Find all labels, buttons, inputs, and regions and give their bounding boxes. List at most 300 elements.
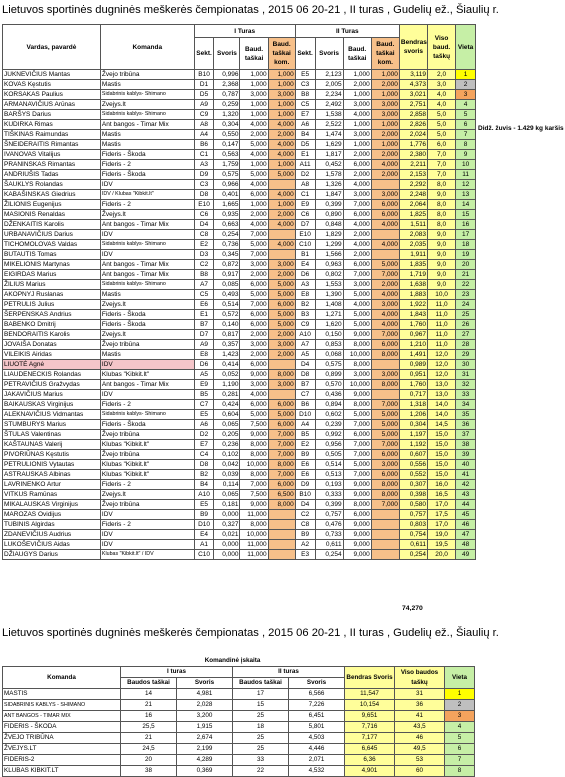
cell-team: Klubas "Kibkit.lt" [100, 370, 194, 380]
cell-weight-2: 0,436 [315, 390, 343, 400]
cell-place: 49 [456, 550, 476, 560]
header-tour1: I Turas [194, 25, 295, 38]
cell-weight-1: 0,935 [214, 210, 240, 220]
cell-team-points-1: 5,000 [268, 320, 295, 330]
cell-points-2: 2,000 [343, 170, 371, 180]
cell-sector-2: A6 [295, 120, 315, 130]
page-title: Lietuvos sportinės dugninės meškerės čempionatas , 2015 06 20-21 , II turas , Gudelių ež., Šiaulių r. [2, 4, 499, 16]
team-row [3, 689, 475, 700]
cell-weight-2: 1,566 [315, 250, 343, 260]
cell-points-2: 7,000 [343, 200, 371, 210]
cell-place: 44 [456, 500, 476, 510]
cell-name: BUTAUTIS Tomas [3, 250, 101, 260]
cell-weight-1: 0,000 [214, 540, 240, 550]
cell-total-weight: 2,153 [399, 170, 427, 180]
cell-team-points-2 [371, 550, 399, 560]
team-cell-name: ŽVEJYS.LT [3, 744, 121, 755]
cell-team: IDV [100, 360, 194, 370]
cell-weight-1: 0,817 [214, 330, 240, 340]
cell-total-points: 15,0 [428, 470, 456, 480]
cell-team-points-1: 1,000 [268, 200, 295, 210]
cell-weight-2: 0,452 [315, 160, 343, 170]
cell-total-weight: 1,197 [399, 430, 427, 440]
cell-points-2: 9,000 [343, 540, 371, 550]
cell-team-points-2: 3,000 [371, 190, 399, 200]
cell-weight-2: 1,578 [315, 170, 343, 180]
cell-weight-2: 1,817 [315, 150, 343, 160]
cell-team-points-2 [371, 510, 399, 520]
cell-points-1: 7,000 [240, 300, 268, 310]
result-row [3, 310, 476, 320]
cell-name: AKOPNYJ Ruslanas [3, 290, 101, 300]
cell-name: DŽIAUGYS Darius [3, 550, 101, 560]
cell-weight-1: 0,563 [214, 150, 240, 160]
header-weight-2: Svoris [315, 38, 343, 70]
cell-sector-1: B4 [194, 480, 214, 490]
result-row [3, 400, 476, 410]
cell-name: VITKUS Ramūnas [3, 490, 101, 500]
cell-sector-2: C9 [295, 320, 315, 330]
cell-place: 7 [456, 130, 476, 140]
cell-total-weight: 1,511 [399, 220, 427, 230]
cell-team-points-2: 1,000 [371, 140, 399, 150]
cell-sector-1: C9 [194, 110, 214, 120]
cell-points-1: 8,000 [240, 520, 268, 530]
cell-name: STUMBURYS Marius [3, 420, 101, 430]
team-cell-weight-1: 1,915 [177, 722, 233, 733]
cell-total-points: 9,0 [428, 250, 456, 260]
cell-sector-1: A6 [194, 420, 214, 430]
cell-total-points: 13,0 [428, 390, 456, 400]
cell-points-1: 9,000 [240, 430, 268, 440]
cell-points-2: 5,000 [343, 290, 371, 300]
cell-place: 28 [456, 340, 476, 350]
cell-weight-2: 1,408 [315, 300, 343, 310]
cell-sector-2: A3 [295, 280, 315, 290]
cell-weight-2: 0,757 [315, 510, 343, 520]
cell-place: 2 [456, 80, 476, 90]
cell-team-points-2: 7,000 [371, 500, 399, 510]
cell-weight-1: 0,604 [214, 410, 240, 420]
cell-weight-2: 0,505 [315, 450, 343, 460]
cell-sector-1: E1 [194, 310, 214, 320]
team-cell-points-1: 21 [121, 700, 177, 711]
cell-team-points-1: 6,000 [268, 400, 295, 410]
cell-sector-1: D6 [194, 360, 214, 370]
cell-points-2: 6,000 [343, 160, 371, 170]
cell-weight-2: 0,150 [315, 330, 343, 340]
cell-place: 37 [456, 430, 476, 440]
cell-total-points: 15,0 [428, 460, 456, 470]
team-cell-total-weight: 4,901 [345, 766, 395, 777]
cell-weight-1: 0,254 [214, 230, 240, 240]
cell-weight-2: 1,299 [315, 240, 343, 250]
result-row [3, 550, 476, 560]
cell-weight-1: 0,736 [214, 240, 240, 250]
cell-weight-2: 0,894 [315, 400, 343, 410]
cell-total-points: 12,0 [428, 370, 456, 380]
cell-total-weight: 0,580 [399, 500, 427, 510]
cell-team-points-1: 3,000 [268, 340, 295, 350]
header-place: Vieta [456, 25, 476, 70]
cell-team-points-2: 5,000 [371, 430, 399, 440]
team-cell-points-2: 17 [233, 689, 289, 700]
cell-total-weight: 2,083 [399, 230, 427, 240]
cell-sector-2: D4 [295, 360, 315, 370]
cell-team-points-1: 4,000 [268, 140, 295, 150]
cell-sector-1: D8 [194, 460, 214, 470]
cell-team-points-2: 6,000 [371, 450, 399, 460]
result-row [3, 90, 476, 100]
cell-total-weight: 1,210 [399, 340, 427, 350]
cell-weight-1: 0,259 [214, 100, 240, 110]
cell-weight-2: 0,992 [315, 430, 343, 440]
team-cell-points-1: 24,5 [121, 744, 177, 755]
cell-name: ŽILIONIS Eugenijus [3, 200, 101, 210]
cell-sector-1: C6 [194, 210, 214, 220]
cell-place: 36 [456, 420, 476, 430]
cell-sector-1: C5 [194, 290, 214, 300]
cell-weight-2: 0,899 [315, 370, 343, 380]
cell-team-points-2: 8,000 [371, 490, 399, 500]
cell-sector-1: C3 [194, 180, 214, 190]
cell-points-1: 8,000 [240, 440, 268, 450]
team-cell-points-1: 21 [121, 733, 177, 744]
cell-name: TICHOMOLOVAS Valdas [3, 240, 101, 250]
cell-team: Mastis [100, 80, 194, 90]
cell-place: 19 [456, 250, 476, 260]
cell-team-points-2: 8,000 [371, 480, 399, 490]
cell-total-weight: 0,967 [399, 330, 427, 340]
cell-weight-2: 1,553 [315, 280, 343, 290]
cell-team-points-1: 3,000 [268, 260, 295, 270]
cell-team-points-2: 6,000 [371, 210, 399, 220]
cell-weight-1: 0,872 [214, 260, 240, 270]
cell-points-2: 1,000 [343, 120, 371, 130]
cell-sector-2: B7 [295, 380, 315, 390]
cell-points-1: 6,000 [240, 310, 268, 320]
result-row [3, 360, 476, 370]
cell-weight-2: 0,853 [315, 340, 343, 350]
cell-sector-1: A10 [194, 490, 214, 500]
cell-weight-2: 1,390 [315, 290, 343, 300]
cell-total-weight: 1,922 [399, 300, 427, 310]
team-cell-total-weight: 6,645 [345, 744, 395, 755]
cell-sector-1: C8 [194, 230, 214, 240]
cell-points-2: 4,000 [343, 180, 371, 190]
team-cell-place: 3 [445, 711, 475, 722]
cell-place: 9 [456, 150, 476, 160]
cell-weight-1: 0,085 [214, 280, 240, 290]
result-row [3, 120, 476, 130]
cell-sector-1: A1 [194, 540, 214, 550]
cell-sector-1: C1 [194, 150, 214, 160]
cell-points-2: 4,000 [343, 110, 371, 120]
cell-team-points-2 [371, 530, 399, 540]
cell-total-weight: 1,192 [399, 440, 427, 450]
cell-weight-2: 0,254 [315, 550, 343, 560]
cell-total-points: 17,0 [428, 500, 456, 510]
cell-team-points-1: 4,000 [268, 220, 295, 230]
cell-weight-1: 0,424 [214, 400, 240, 410]
cell-sector-2: B6 [295, 400, 315, 410]
cell-sector-1: A9 [194, 100, 214, 110]
cell-weight-2: 0,570 [315, 380, 343, 390]
cell-team-points-2: 5,000 [371, 410, 399, 420]
cell-sector-1: B7 [194, 320, 214, 330]
cell-sector-1: B8 [194, 270, 214, 280]
cell-name: PIVORIŪNAS Kęstutis [3, 450, 101, 460]
cell-sector-1: D2 [194, 430, 214, 440]
team-cell-points-2: 25 [233, 744, 289, 755]
team-cell-weight-1: 2,028 [177, 700, 233, 711]
cell-points-2: 5,000 [343, 460, 371, 470]
cell-weight-2: 2,492 [315, 100, 343, 110]
cell-points-1: 2,000 [240, 270, 268, 280]
cell-points-1: 4,000 [240, 150, 268, 160]
cell-sector-2: A2 [295, 540, 315, 550]
cell-points-2: 9,000 [343, 520, 371, 530]
cell-points-1: 1,000 [240, 80, 268, 90]
cell-team-points-1: 6,000 [268, 300, 295, 310]
team-cell-total-weight: 10,154 [345, 700, 395, 711]
cell-place: 8 [456, 140, 476, 150]
cell-weight-1: 0,065 [214, 420, 240, 430]
result-row [3, 440, 476, 450]
result-row [3, 100, 476, 110]
cell-team-points-1: 8,000 [268, 460, 295, 470]
cell-points-2: 7,000 [343, 450, 371, 460]
cell-points-2: 7,000 [343, 470, 371, 480]
cell-team-points-1 [268, 510, 295, 520]
cell-total-weight: 0,717 [399, 390, 427, 400]
cell-name: IVANOVAS Vitalijus [3, 150, 101, 160]
cell-total-weight: 2,248 [399, 190, 427, 200]
result-row [3, 110, 476, 120]
cell-points-2: 9,000 [343, 330, 371, 340]
team-cell-place: 6 [445, 744, 475, 755]
team-cell-points-2: 15 [233, 700, 289, 711]
cell-total-weight: 0,398 [399, 490, 427, 500]
cell-team-points-2 [371, 520, 399, 530]
cell-sector-1: D3 [194, 250, 214, 260]
cell-name: MASIONIS Renaldas [3, 210, 101, 220]
cell-team: IDV [100, 230, 194, 240]
team-cell-weight-2: 4,446 [289, 744, 345, 755]
cell-total-weight: 1,835 [399, 260, 427, 270]
cell-weight-2: 1,326 [315, 180, 343, 190]
cell-place: 17 [456, 230, 476, 240]
result-row [3, 70, 476, 80]
cell-team-points-1 [268, 550, 295, 560]
cell-team-points-1 [268, 530, 295, 540]
cell-weight-1: 0,065 [214, 490, 240, 500]
cell-name: BENDORAITIS Karolis [3, 330, 101, 340]
cell-place: 21 [456, 270, 476, 280]
cell-team: Mastis [100, 130, 194, 140]
cell-total-points: 9,0 [428, 260, 456, 270]
team-cell-points-1: 20 [121, 755, 177, 766]
cell-points-1: 7,000 [240, 230, 268, 240]
cell-total-points: 8,0 [428, 210, 456, 220]
cell-total-points: 8,0 [428, 200, 456, 210]
team-cell-points-1: 16 [121, 711, 177, 722]
cell-place: 12 [456, 180, 476, 190]
cell-points-1: 4,000 [240, 220, 268, 230]
result-row [3, 190, 476, 200]
result-row [3, 260, 476, 270]
cell-weight-1: 0,000 [214, 550, 240, 560]
team-cell-weight-2: 5,801 [289, 722, 345, 733]
cell-team: Fideris - Škoda [100, 170, 194, 180]
cell-sector-2: B8 [295, 90, 315, 100]
result-row [3, 220, 476, 230]
cell-name: ŠERPENSKAS Andrius [3, 310, 101, 320]
cell-sector-2: D2 [295, 170, 315, 180]
cell-team: Ant bangos - Timar Mix [100, 270, 194, 280]
team-cell-weight-2: 6,451 [289, 711, 345, 722]
cell-sector-2: B2 [295, 300, 315, 310]
cell-total-weight: 2,751 [399, 100, 427, 110]
cell-points-2: 3,000 [343, 190, 371, 200]
cell-place: 42 [456, 480, 476, 490]
cell-team-points-1: 1,000 [268, 70, 295, 80]
cell-total-points: 12,0 [428, 350, 456, 360]
cell-team-points-2 [371, 230, 399, 240]
cell-weight-1: 0,572 [214, 310, 240, 320]
cell-total-weight: 0,556 [399, 460, 427, 470]
cell-team: Žvejo tribūna [100, 70, 194, 80]
result-row [3, 480, 476, 490]
cell-place: 4 [456, 100, 476, 110]
cell-team-points-1: 1,000 [268, 110, 295, 120]
cell-total-points: 10,0 [428, 290, 456, 300]
team-header-tour2: II turas [233, 667, 345, 678]
cell-points-2: 5,000 [343, 310, 371, 320]
cell-sector-1: D4 [194, 220, 214, 230]
cell-points-2: 5,000 [343, 410, 371, 420]
cell-points-1: 10,000 [240, 460, 268, 470]
cell-name: JUKNEVIČIUS Mantas [3, 70, 101, 80]
team-cell-weight-1: 4,981 [177, 689, 233, 700]
cell-sector-1: C7 [194, 400, 214, 410]
cell-sector-2: C6 [295, 210, 315, 220]
cell-points-2: 6,000 [343, 430, 371, 440]
cell-name: BARŠYS Darius [3, 110, 101, 120]
cell-sector-2: B5 [295, 430, 315, 440]
cell-name: PETRULIS Julius [3, 300, 101, 310]
cell-weight-1: 1,190 [214, 380, 240, 390]
team-section-heading: Komandinė įskaita [204, 657, 261, 664]
cell-sector-2: E3 [295, 550, 315, 560]
cell-team-points-1: 7,000 [268, 450, 295, 460]
team-header-weight: Svoris [177, 678, 233, 689]
cell-total-weight: 0,304 [399, 420, 427, 430]
team-row [3, 711, 475, 722]
cell-sector-1: B5 [194, 390, 214, 400]
cell-team-points-2: 2,000 [371, 150, 399, 160]
result-row [3, 240, 476, 250]
cell-team-points-1: 1,000 [268, 100, 295, 110]
cell-points-2: 6,000 [343, 260, 371, 270]
header-weight: Svoris [214, 38, 240, 70]
cell-points-2: 9,000 [343, 490, 371, 500]
cell-team-points-1: 1,000 [268, 160, 295, 170]
cell-place: 10 [456, 160, 476, 170]
cell-team: Fideris - 2 [100, 480, 194, 490]
cell-points-1: 1,000 [240, 160, 268, 170]
result-row [3, 80, 476, 90]
cell-total-points: 7,0 [428, 160, 456, 170]
cell-sector-2: B9 [295, 530, 315, 540]
cell-total-weight: 1,911 [399, 250, 427, 260]
cell-weight-2: 1,847 [315, 190, 343, 200]
cell-sector-2: A7 [295, 340, 315, 350]
cell-name: JOVAIŠA Donatas [3, 340, 101, 350]
cell-weight-1: 0,140 [214, 320, 240, 330]
cell-weight-2: 0,399 [315, 200, 343, 210]
result-row [3, 290, 476, 300]
cell-team-points-1: 4,000 [268, 190, 295, 200]
cell-weight-1: 1,320 [214, 110, 240, 120]
cell-total-weight: 1,318 [399, 400, 427, 410]
cell-points-2: 6,000 [343, 210, 371, 220]
team-cell-points-2: 25 [233, 733, 289, 744]
cell-sector-1: B2 [194, 470, 214, 480]
cell-sector-2: C2 [295, 510, 315, 520]
cell-weight-2: 2,005 [315, 80, 343, 90]
cell-weight-2: 0,848 [315, 220, 343, 230]
cell-sector-2: E10 [295, 230, 315, 240]
cell-points-1: 6,000 [240, 190, 268, 200]
cell-team: Fideris - 2 [100, 400, 194, 410]
result-row [3, 410, 476, 420]
cell-points-1: 7,000 [240, 250, 268, 260]
cell-name: LUKOŠEVIČIUS Aidas [3, 540, 101, 550]
cell-total-points: 3,0 [428, 80, 456, 90]
cell-team-points-1 [268, 540, 295, 550]
cell-team-points-2: 2,000 [371, 130, 399, 140]
cell-team-points-2: 1,000 [371, 120, 399, 130]
cell-points-1: 3,000 [240, 90, 268, 100]
cell-sector-1: E9 [194, 380, 214, 390]
team-header-team: Komanda [3, 667, 121, 689]
team-cell-total-points: 53 [395, 755, 445, 766]
cell-total-weight: 0,254 [399, 550, 427, 560]
header-total-weight: Bendras svoris [399, 25, 427, 70]
team-cell-total-weight: 7,716 [345, 722, 395, 733]
cell-sector-1: E5 [194, 410, 214, 420]
cell-place: 27 [456, 330, 476, 340]
team-cell-points-2: 33 [233, 755, 289, 766]
cell-team: Fideris - Škoda [100, 310, 194, 320]
cell-weight-1: 0,114 [214, 480, 240, 490]
cell-points-1: 2,000 [240, 130, 268, 140]
cell-points-1: 4,000 [240, 180, 268, 190]
cell-team-points-1: 4,000 [268, 240, 295, 250]
team-spacer [3, 656, 121, 667]
cell-name: EIGIRDAS Marius [3, 270, 101, 280]
cell-total-points: 5,0 [428, 110, 456, 120]
result-row [3, 330, 476, 340]
cell-team: IDV [100, 510, 194, 520]
cell-points-1: 3,000 [240, 260, 268, 270]
cell-weight-1: 0,039 [214, 470, 240, 480]
cell-place: 38 [456, 440, 476, 450]
cell-sector-2: B9 [295, 450, 315, 460]
cell-team: IDV [100, 180, 194, 190]
cell-weight-1: 0,181 [214, 500, 240, 510]
